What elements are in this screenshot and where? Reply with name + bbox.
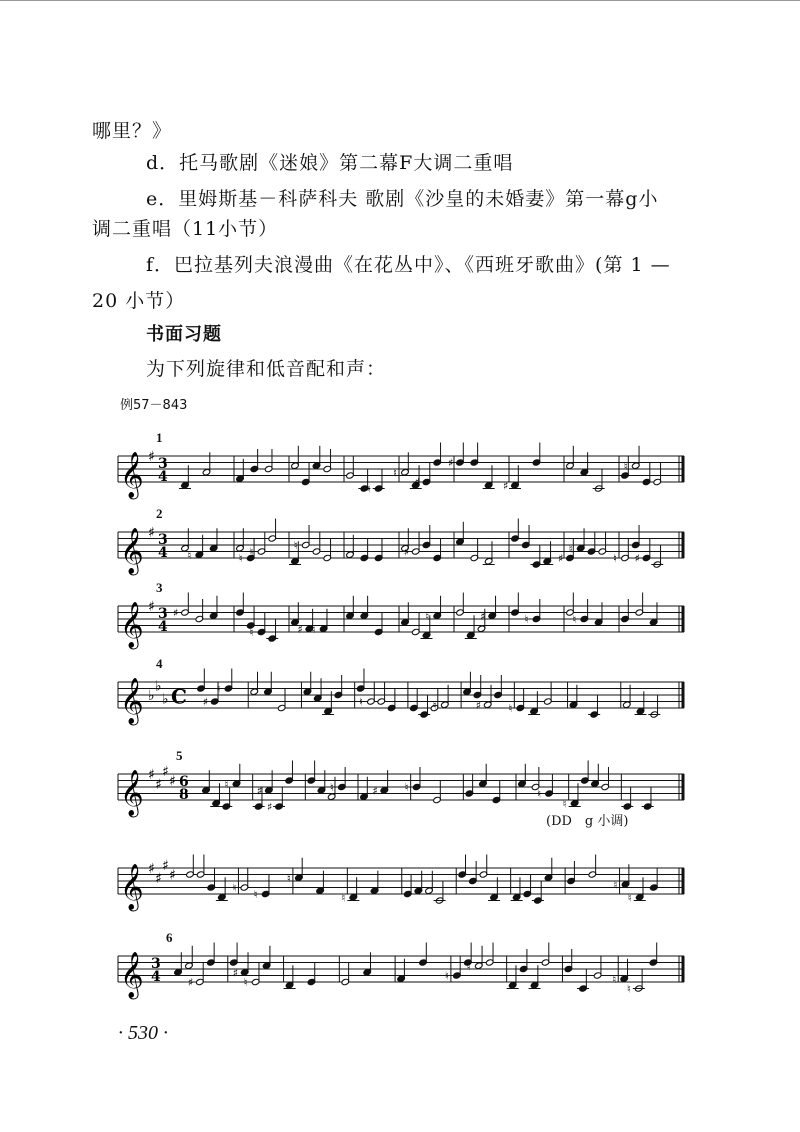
time-signature-top: 3 (158, 456, 168, 472)
accidental: ♮ (537, 787, 542, 801)
time-signature-bottom: 4 (158, 545, 168, 561)
key-signature-accidental: ♯ (169, 867, 176, 884)
accidental: ♮ (613, 552, 617, 565)
accidental: ♮ (393, 466, 397, 480)
music-example-6 (118, 930, 688, 998)
music-example-1 (118, 430, 688, 498)
time-signature-bottom: 4 (158, 469, 168, 485)
accidental: ♮ (293, 539, 298, 552)
music-example-5-continuation (118, 857, 688, 910)
time-signature-top: 6 (179, 774, 189, 790)
exercise-heading: 书面习题 (146, 324, 222, 345)
accidental: ♯ (503, 479, 509, 493)
key-signature-accidental: ♯ (162, 763, 169, 780)
treble-clef: 𝄞 (120, 602, 144, 648)
accidental: ♮ (286, 871, 291, 885)
accidental: ♮ (366, 482, 371, 496)
accidental: ♮ (249, 626, 254, 639)
time-signature: C (171, 684, 187, 709)
accidental: ♮ (243, 976, 248, 989)
page-number: · 530 · (118, 1022, 168, 1044)
accidental: ♯ (558, 552, 564, 565)
accidental: ♮ (613, 878, 618, 892)
accidental: ♯ (202, 695, 209, 709)
accidental: ♮ (524, 613, 529, 626)
accidental: ♮ (432, 698, 437, 712)
example-number: 5 (176, 748, 183, 763)
key-signature-accidental: ♯ (148, 861, 155, 877)
example-number: 6 (166, 930, 173, 945)
accidental: ♯ (634, 552, 640, 565)
accidental: ♮ (232, 881, 237, 895)
key-signature-accidental: ♯ (148, 525, 155, 541)
time-signature-top: 3 (158, 606, 168, 622)
accidental: ♮ (444, 969, 449, 983)
example-label: 例57－843 (120, 398, 188, 413)
harmony-annotation: (DD g 小调) (546, 814, 629, 829)
accidental: ♮ (249, 545, 254, 559)
accidental: ♯ (414, 476, 420, 489)
accidental: ♮ (562, 797, 567, 811)
key-signature-accidental: ♯ (162, 857, 169, 874)
accidental: ♮ (238, 552, 243, 565)
accidental: ♯ (372, 784, 378, 798)
accidental: ♮ (425, 609, 430, 623)
key-signature-accidental: ♭ (148, 688, 155, 704)
text-line-6: 20 小节） (92, 290, 186, 312)
example-number: 1 (156, 430, 163, 445)
accidental: ♮ (466, 959, 471, 973)
treble-clef: 𝄞 (120, 770, 144, 816)
accidental: ♯ (403, 545, 410, 559)
text-line-4: 调二重唱（11小节） (92, 218, 279, 240)
time-signature-top: 3 (158, 532, 168, 548)
treble-clef: 𝄞 (120, 678, 144, 724)
key-signature-accidental: ♯ (155, 870, 162, 887)
accidental: ♮ (508, 702, 513, 715)
accidental: ♮ (341, 891, 346, 905)
key-signature-accidental: ♯ (155, 776, 162, 793)
accidental: ♯ (256, 784, 263, 798)
example-number: 4 (156, 656, 163, 671)
accidental: ♯ (448, 456, 454, 470)
accidental: ♯ (475, 698, 482, 712)
accidental: ♮ (417, 884, 421, 898)
accidental: ♮ (404, 781, 409, 794)
accidental: ♮ (623, 459, 628, 473)
accidental: ♯ (480, 609, 486, 623)
key-signature-accidental: ♯ (169, 773, 176, 790)
accidental: ♮ (329, 781, 334, 794)
accidental: ♯ (173, 606, 179, 620)
text-line-1: 哪里？》 (92, 120, 173, 142)
example-number: 2 (156, 506, 163, 521)
example-number: 3 (156, 580, 163, 595)
accidental: ♮ (626, 982, 631, 996)
accidental: ♮ (187, 548, 192, 562)
music-example-5 (118, 748, 688, 829)
treble-clef: 𝄞 (120, 864, 144, 910)
treble-clef: 𝄞 (120, 452, 144, 498)
accidental: ♯ (297, 622, 303, 636)
accidental: ♮ (253, 888, 258, 901)
treble-clef: 𝄞 (120, 952, 144, 998)
key-signature-accidental: ♭ (155, 678, 162, 695)
accidental: ♮ (224, 777, 229, 791)
music-example-3 (118, 580, 688, 648)
top-rule (0, 0, 800, 1)
music-example-2 (118, 506, 688, 574)
key-signature-accidental: ♯ (148, 449, 155, 465)
key-signature-accidental: ♯ (148, 767, 155, 783)
accidental: ♮ (311, 622, 316, 636)
accidental: ♯ (187, 976, 194, 989)
accidental: ♯ (232, 966, 239, 980)
key-signature-accidental: ♭ (162, 691, 169, 708)
music-example-4 (118, 656, 688, 724)
text-line-5: f．巴拉基列夫浪漫曲《在花丛中》、《西班牙歌曲》(第 1 — (146, 254, 671, 276)
key-signature-accidental: ♯ (148, 599, 155, 615)
accidental: ♮ (627, 891, 632, 905)
text-line-2: d．托马歌剧《迷娘》第二幕F大调二重唱 (146, 152, 514, 174)
accidental: ♮ (612, 972, 617, 986)
time-signature-top: 3 (151, 956, 161, 972)
time-signature-bottom: 4 (158, 619, 168, 635)
accidental: ♯ (267, 800, 273, 814)
accidental: ♮ (358, 695, 363, 709)
accidental: ♮ (568, 542, 573, 556)
accidental: ♮ (216, 682, 221, 696)
time-signature-bottom: 8 (179, 787, 189, 803)
text-line-3: e．里姆斯基－科萨科夫 歌剧《沙皇的未婚妻》第一幕g小 (146, 188, 659, 210)
treble-clef: 𝄞 (120, 528, 144, 574)
time-signature-bottom: 4 (151, 969, 161, 985)
instruction-text: 为下列旋律和低音配和声： (146, 358, 387, 380)
accidental: ♮ (572, 613, 577, 626)
